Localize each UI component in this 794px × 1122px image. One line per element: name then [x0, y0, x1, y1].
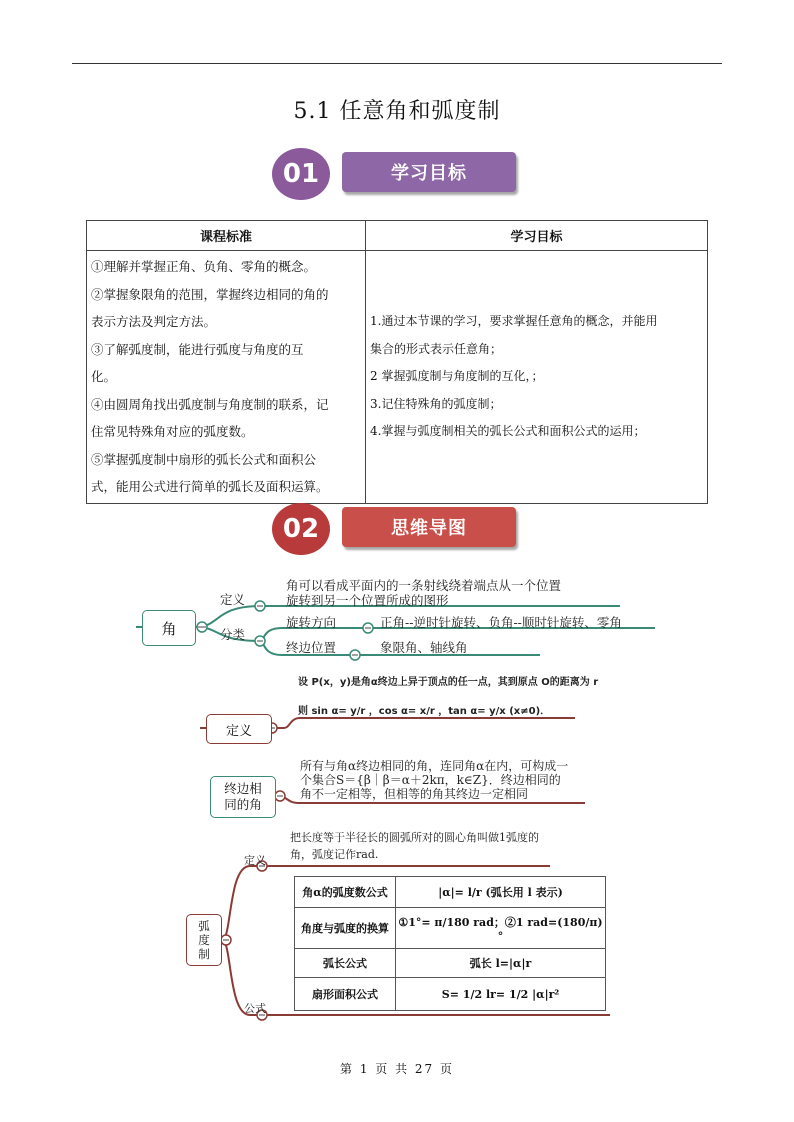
- section-label: 学习目标: [342, 152, 516, 192]
- standard-line: ②掌握象限角的范围，掌握终边相同的角的: [91, 286, 329, 302]
- formula-value: ①1°= π/180 rad；②1 rad=(180/π)°: [396, 908, 606, 949]
- table-row: [295, 908, 606, 949]
- table-row: [295, 978, 606, 1011]
- box-line: 同的角: [224, 797, 262, 812]
- branch-label: 公式: [244, 1002, 266, 1015]
- standard-line: 住常见特殊角对应的弧度数。: [91, 424, 254, 439]
- goal-line: 集合的形式表示任意角；: [370, 341, 503, 356]
- table-row: [295, 949, 606, 978]
- coterminal-text: 所有与角α终边相同的角，连同角α在内，可构成一: [300, 759, 569, 773]
- mindmap-root-angle: 角: [142, 610, 196, 646]
- branch-text: 旋转到另一个位置所成的图形: [286, 593, 449, 608]
- formula-value: 弧长 l=|α|r: [396, 949, 606, 978]
- branch-text: 象限角、轴线角: [380, 640, 468, 655]
- standard-line: 表示方法及判定方法。: [91, 314, 217, 329]
- formula-value: S= 1/2 lr= 1/2 |α|r²: [396, 978, 606, 1011]
- branch-label: 定义: [220, 592, 246, 607]
- standard-line: ①理解并掌握正角、负角、零角的概念。: [91, 259, 317, 274]
- box-line: 度: [198, 933, 210, 947]
- formula-table: [294, 876, 606, 1011]
- goal-line: 2 掌握弧度制与角度制的互化，；: [370, 369, 544, 383]
- table-header: 学习目标: [366, 221, 708, 251]
- goal-line: 1.通过本节课的学习，要求掌握任意角的概念，并能用: [370, 314, 658, 328]
- standard-line: ④由圆周角找出弧度制与角度制的联系，记: [91, 396, 329, 412]
- branch-text: 正角--逆时针旋转、负角--顺时针旋转、零角: [380, 615, 622, 630]
- trig-formula-line: 则 sin α= y/r ，cos α= x/r ，tan α= y/x (x≠0)．: [298, 706, 551, 717]
- table-row: [295, 877, 606, 908]
- standard-line: 式，能用公式进行简单的弧长及面积运算。: [91, 479, 329, 494]
- branch-text: 角可以看成平面内的一条射线绕着端点从一个位置: [286, 578, 562, 593]
- branch-label: 分类: [220, 627, 246, 642]
- standard-line: ③了解弧度制，能进行弧度与角度的互: [91, 341, 304, 357]
- branch-label: 旋转方向: [286, 615, 337, 630]
- radian-def-text: 把长度等于半径长的圆弧所对的圆心角叫做1弧度的: [290, 831, 539, 844]
- page-title: 5.1 任意角和弧度制: [293, 99, 501, 124]
- radian-def-text: 角，弧度记作rad.: [290, 848, 379, 861]
- formula-name: 角度与弧度的换算: [295, 908, 396, 949]
- mindmap-box-trig-def: 定义: [206, 714, 272, 744]
- formula-name: 扇形面积公式: [295, 978, 396, 1011]
- table-header: 课程标准: [87, 221, 366, 251]
- standard-line: ⑤掌握弧度制中扇形的弧长公式和面积公: [91, 451, 317, 467]
- goal-line: 3.记住特殊角的弧度制；: [370, 396, 502, 411]
- section-label: 思维导图: [342, 507, 516, 547]
- branch-label: 定义: [244, 854, 266, 867]
- mindmap-box-coterminal: [210, 776, 276, 818]
- coterminal-text: 角不一定相等，但相等的角其终边一定相同: [300, 787, 529, 801]
- mindmap-box-radian: [186, 914, 222, 966]
- page-footer: 第 1 页 共 27 页: [340, 1062, 454, 1076]
- trig-def-line: 设 P(x，y)是角α终边上异于顶点的任一点，其到原点 O的距离为 r: [298, 677, 599, 688]
- section-number: 01: [272, 148, 330, 200]
- branch-label: 终边位置: [286, 640, 337, 655]
- box-line: 制: [198, 947, 210, 961]
- box-line: 弧: [198, 919, 210, 933]
- formula-value: |α|= l/r (弧长用 l 表示): [396, 877, 606, 908]
- formula-name: 角α的弧度数公式: [295, 877, 396, 908]
- section-number: 02: [272, 503, 330, 555]
- standard-line: 化。: [91, 369, 117, 384]
- formula-name: 弧长公式: [295, 949, 396, 978]
- coterminal-text: 个集合S＝{β｜β＝α＋2kπ，k∈Z}．终边相同的: [300, 773, 561, 787]
- goal-line: 4.掌握与弧度制相关的弧长公式和面积公式的运用；: [370, 424, 646, 438]
- box-line: 终边相: [224, 781, 262, 796]
